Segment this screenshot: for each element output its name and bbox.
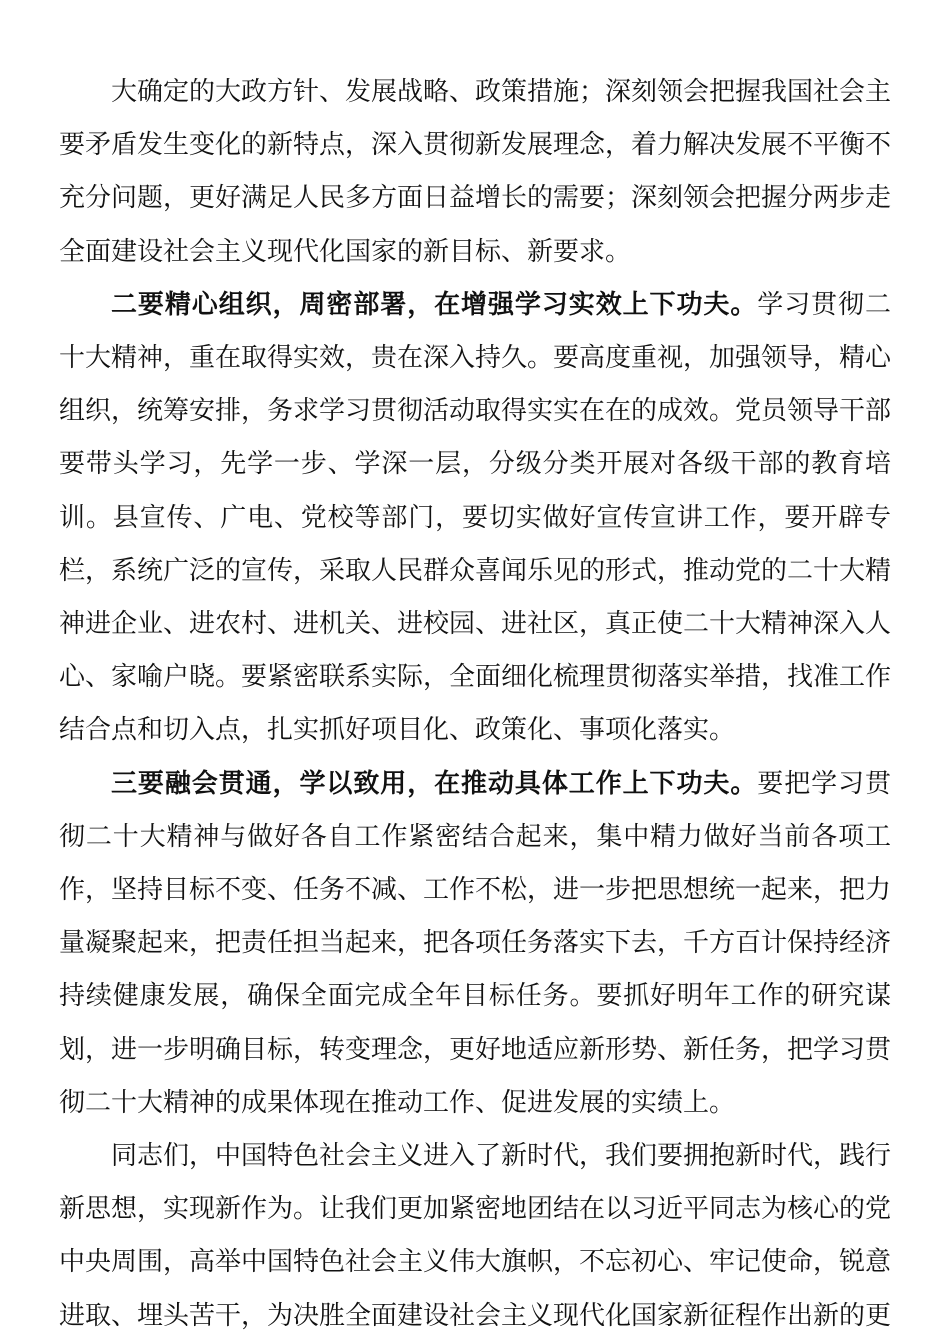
paragraph-4-text: 同志们，中国特色社会主义进入了新时代，我们要拥抱新时代，践行新思想，实现新作为。让我们更加紧密地团结在以习近平同志为核心的党中央周围，高举中国特色社会主义伟大旗帜，不忘初心、牢记使命，锐意进取、埋头苦干，为决胜全面建设社会主义现代化国家新征程作出新的更: [59, 1141, 892, 1331]
paragraph-3: [59, 758, 891, 1130]
paragraph-3-heading: 三要融会贯通，学以致用，在推动具体工作上下功夫。: [111, 768, 758, 799]
paragraph-3-text: 要把学习贯彻二十大精神与做好各自工作紧密结合起来，集中精力做好当前各项工作，坚持目标不变、任务不减、工作不松，进一步把思想统一起来，把力量凝聚起来，把责任担当起来，把各项任务落实下去，千方百计保持经济持续健康发展，确保全面完成全年目标任务。要抓好明年工作的研究谋划，进一步明确目标，转变理念，更好地适应新形势、新任务，把学习贯彻二十大精神的成果体现在推动工作、促进发展的实绩上。: [59, 768, 892, 1118]
document-page: [59, 66, 891, 1343]
paragraph-2-heading: 二要精心组织，周密部署，在增强学习实效上下功夫。: [111, 289, 758, 320]
paragraph-2-text: 学习贯彻二十大精神，重在取得实效，贵在深入持久。要高度重视，加强领导，精心组织，统筹安排，务求学习贯彻活动取得实实在在的成效。党员领导干部要带头学习，先学一步、学深一层，分级分类开展对各级干部的教育培训。县宣传、广电、党校等部门，要切实做好宣传宣讲工作，要开辟专栏，系统广泛的宣传，采取人民群众喜闻乐见的形式，推动党的二十大精神进企业、进农村、进机关、进校园、进社区，真正使二十大精神深入人心、家喻户晓。要紧密联系实际，全面细化梳理贯彻落实举措，找准工作结合点和切入点，扎实抓好项目化、政策化、事项化落实。: [59, 289, 892, 746]
paragraph-4: [59, 1130, 891, 1343]
paragraph-1-text: 大确定的大政方针、发展战略、政策措施；深刻领会把握我国社会主要矛盾发生变化的新特点，深入贯彻新发展理念，着力解决发展不平衡不充分问题，更好满足人民多方面日益增长的需要；深刻领会把握分两步走全面建设社会主义现代化国家的新目标、新要求。: [59, 77, 892, 267]
paragraph-1: [59, 66, 891, 279]
paragraph-2: [59, 279, 891, 758]
